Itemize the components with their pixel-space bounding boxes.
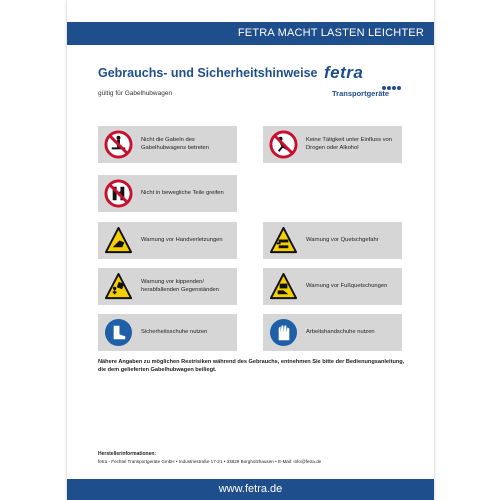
sign-card xyxy=(98,222,237,259)
crush-warning-icon xyxy=(269,226,298,255)
sign-card xyxy=(98,126,237,163)
sign-card xyxy=(263,268,402,305)
logo-subtitle: Transportgeräte xyxy=(332,89,390,98)
footer-url[interactable]: www.fetra.de xyxy=(218,483,283,495)
sign-card xyxy=(263,126,402,163)
no-reaching-icon xyxy=(104,179,133,208)
sign-card xyxy=(98,268,237,305)
no-stepping-icon xyxy=(104,130,133,159)
sign-text: Nicht die Gabeln des Gabelhubwagens betreten xyxy=(141,137,210,151)
sign-text: Warnung vor Handverletzungen xyxy=(141,236,223,243)
usage-note: Nähere Angaben zu möglichen Restrisiken während des Gebrauchs, entnehmen Sie bitte der Bedienungsanleitung, die dem gelieferten Gabelhubwagen beiliegt. xyxy=(98,359,405,373)
page-subtitle: gültig für Gabelhubwagen xyxy=(98,90,173,97)
sign-text: Sicherheitsschuhe nutzen xyxy=(141,328,208,335)
sign-text: Arbeitshandschuhe nutzen xyxy=(306,328,375,335)
document-page xyxy=(67,0,434,500)
work-gloves-icon xyxy=(269,318,298,347)
sign-card xyxy=(98,314,237,351)
sign-text: Keine Tätigkeit unter Einfluss von Drogen oder Alkohol xyxy=(306,137,392,151)
manufacturer-label: Herstellerinformationen: xyxy=(98,451,157,457)
no-drugs-alcohol-icon xyxy=(269,130,298,159)
footer-bar xyxy=(67,479,434,500)
page-title: Gebrauchs- und Sicherheitshinweise xyxy=(98,66,318,80)
hand-injury-warning-icon xyxy=(104,226,133,255)
manufacturer-info: fetra - Fechtel Transportgeräte GmbH • Industriestraße 17-21 • 33829 Borgholzhausen • E-Mail: info@fetra.de xyxy=(98,459,322,464)
falling-objects-warning-icon xyxy=(104,272,133,301)
sign-card xyxy=(263,222,402,259)
header-bar: FETRA MACHT LASTEN LEICHTER xyxy=(67,22,434,45)
safety-shoes-icon xyxy=(104,318,133,347)
sign-card xyxy=(263,314,402,351)
sign-text: Nicht in bewegliche Teile greifen xyxy=(141,189,224,196)
sign-text: Warnung vor kippenden/ herabfallenden Gegenständen xyxy=(141,279,220,293)
foot-crush-warning-icon xyxy=(269,272,298,301)
sign-text: Warnung vor Fußquetschungen xyxy=(306,282,388,289)
fetra-logo xyxy=(324,63,404,103)
sign-card xyxy=(98,175,237,212)
sign-text: Warnung vor Quetschgefahr xyxy=(306,236,379,243)
logo-wordmark: fetra xyxy=(324,63,364,82)
